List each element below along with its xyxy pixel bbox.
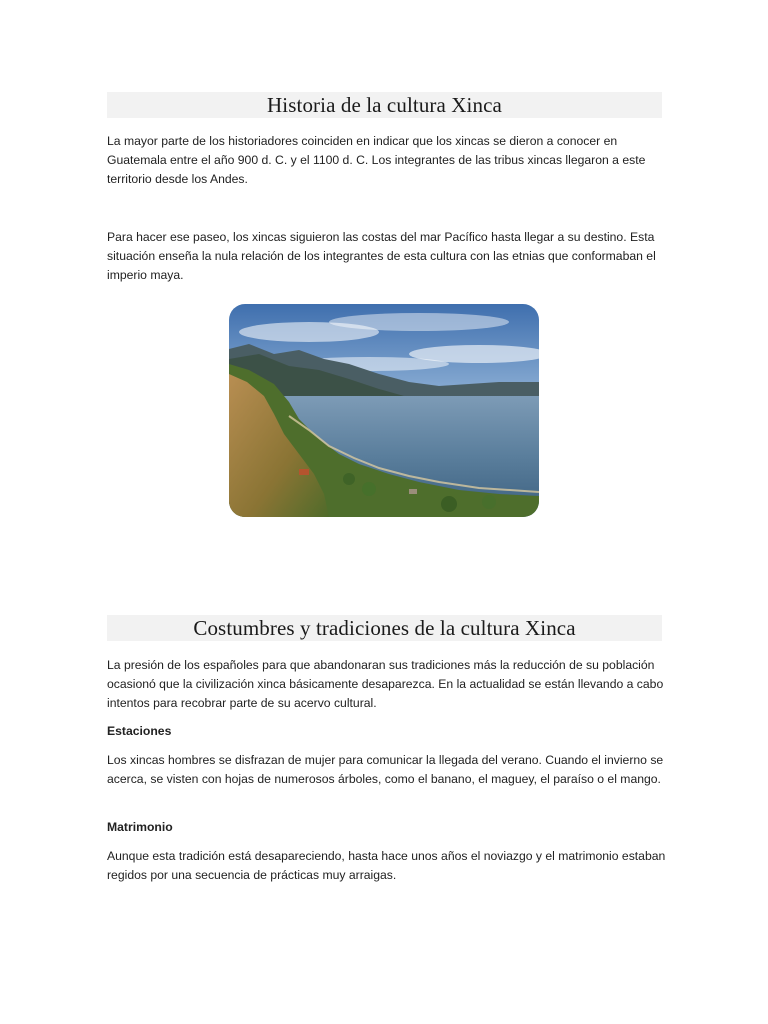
lake-landscape-illustration [229, 304, 539, 517]
section2-title: Costumbres y tradiciones de la cultura Xinca [193, 615, 576, 640]
section1-title: Historia de la cultura Xinca [267, 92, 502, 117]
estaciones-paragraph: Los xincas hombres se disfrazan de mujer para comunicar la llegada del verano. Cuando el invierno se acerca, se visten con hojas de numerosos árboles, como el banano, el maguey, el paraíso o el mango. [107, 753, 664, 786]
section1-paragraph-2: Para hacer ese paseo, los xincas siguieron las costas del mar Pacífico hasta llegar a su destino. Esta situación enseña la nula relación de los integrantes de esta cultura con las etnias que conformaban el imperio maya. [107, 230, 656, 282]
subheading-estaciones: Estaciones [107, 724, 172, 738]
section2-heading-band [107, 615, 662, 641]
subheading-matrimonio: Matrimonio [107, 820, 173, 834]
matrimonio-paragraph: Aunque esta tradición está desapareciendo, hasta hace unos años el noviazgo y el matrimonio estaban regidos por una secuencia de prácticas muy arraigas. [107, 849, 666, 882]
lake-landscape-photo [229, 304, 539, 517]
section1-paragraph-1: La mayor parte de los historiadores coinciden en indicar que los xincas se dieron a conocer en Guatemala entre el año 900 d. C. y el 1100 d. C. Los integrantes de las tribus xincas llegaron a este territorio desde los Andes. [107, 134, 646, 186]
section1-heading-band [107, 92, 662, 118]
section2-intro-paragraph: La presión de los españoles para que abandonaran sus tradiciones más la reducción de su población ocasionó que la civilización xinca básicamente desaparezca. En la actualidad se están llevando a cabo intentos para recobrar parte de su acervo cultural. [107, 658, 664, 710]
